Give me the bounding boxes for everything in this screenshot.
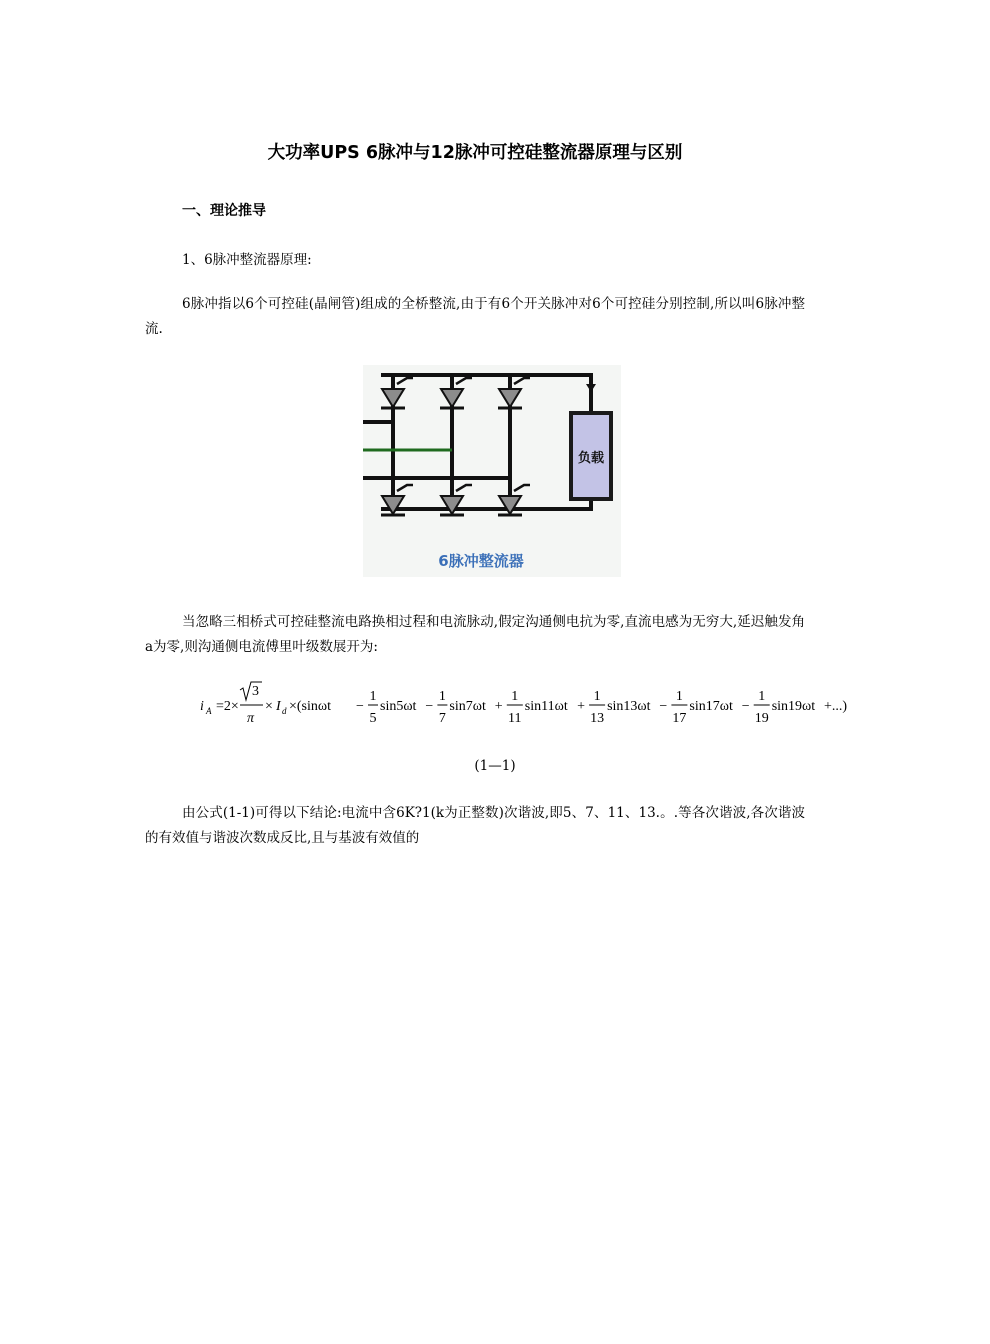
paragraph-intro: 6脉冲指以6个可控硅(晶闸管)组成的全桥整流,由于有6个开关脉冲对6个可控硅分别控制,所以叫6脉冲整流. — [145, 296, 805, 337]
formula-lhs: i — [200, 699, 204, 714]
formula-terms — [356, 689, 847, 726]
formula-sign: − — [659, 699, 668, 714]
formula-denominator: 13 — [590, 711, 605, 726]
formula-sign: + — [494, 699, 503, 714]
subheading: 1、6脉冲整流器原理: — [182, 252, 312, 268]
equation-number: (1—1) — [474, 758, 516, 774]
formula-numerator: 1 — [369, 689, 377, 704]
formula-denominator: 17 — [672, 711, 687, 726]
paragraph-conclusion: 由公式(1-1)可得以下结论:电流中含6K?1(k为正整数)次谐波,即5、7、11、13.。.等各次谐波,各次谐波的有效值与谐波次数成反比,且与基波有效值的 — [145, 805, 805, 846]
formula-prefix: =2× — [216, 699, 239, 714]
formula-sign: + — [577, 699, 586, 714]
formula-pi: π — [247, 711, 255, 726]
formula-numerator: 1 — [593, 689, 601, 704]
paragraph-assumptions: 当忽略三相桥式可控硅整流电路换相过程和电流脉动,假定沟通侧电抗为零,直流电感为无穷大,延迟触发角a为零,则沟通侧电流傅里叶级数展开为: — [145, 614, 805, 655]
formula-Id-sub: d — [282, 706, 287, 716]
formula-numerator: 1 — [758, 689, 766, 704]
formula-numerator: 1 — [511, 689, 519, 704]
formula-sin-term: sin17ωt — [689, 699, 733, 714]
formula-sqrt-arg: 3 — [252, 684, 259, 699]
fourier-formula — [196, 680, 848, 728]
formula-sin-term: sin13ωt — [607, 699, 651, 714]
section-heading: 一、理论推导 — [182, 203, 266, 219]
formula-sin-term: sin5ωt — [380, 699, 417, 714]
formula-denominator: 19 — [754, 711, 769, 726]
formula-sin-term: sin11ωt — [524, 699, 568, 714]
formula-sin-term: sin19ωt — [771, 699, 816, 714]
formula-sign: − — [425, 699, 434, 714]
formula-denominator: 5 — [369, 711, 377, 726]
formula-times: × — [265, 699, 273, 714]
figure-caption: 6脉冲整流器 — [438, 552, 524, 570]
formula-sign: − — [741, 699, 750, 714]
formula-denominator: 7 — [438, 711, 446, 726]
formula-lhs-sub: A — [206, 706, 212, 716]
load-label: 负载 — [577, 451, 605, 466]
formula-sin-term: sin7ωt — [449, 699, 486, 714]
formula-numerator: 1 — [438, 689, 446, 704]
formula-denominator: 11 — [508, 711, 522, 726]
formula-sign: − — [356, 699, 364, 714]
formula-Id: I — [276, 699, 281, 714]
rectifier-figure — [363, 365, 621, 577]
page-title: 大功率UPS 6脉冲与12脉冲可控硅整流器原理与区别 — [267, 143, 683, 163]
formula-numerator: 1 — [675, 689, 683, 704]
formula-open: ×(sinωt — [289, 699, 331, 714]
six-pulse-rectifier-diagram — [363, 365, 621, 577]
fourier-series-equation — [196, 680, 848, 728]
formula-close: +...) — [824, 699, 848, 714]
